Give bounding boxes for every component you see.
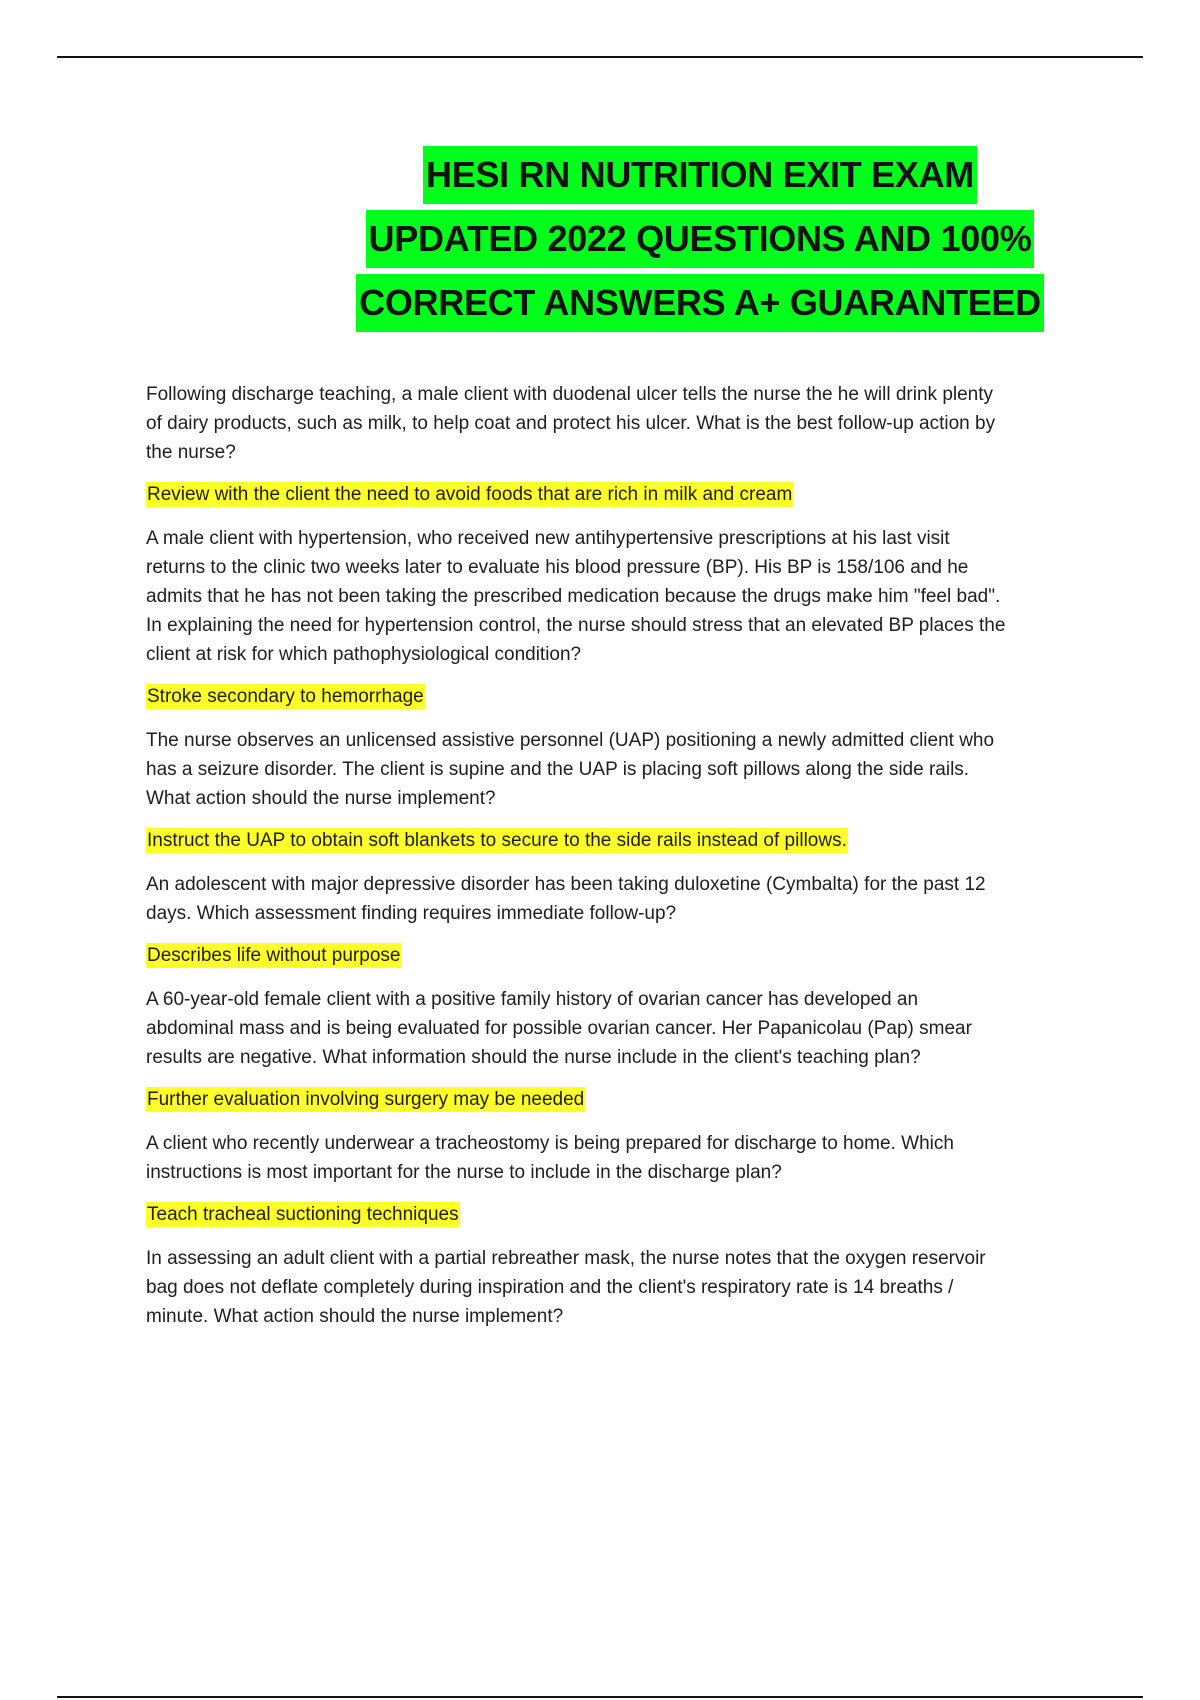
document-title: [330, 146, 1070, 338]
question-5: A 60-year-old female client with a positive family history of ovarian cancer has developed an abdominal mass and is being evaluated for possible ovarian cancer. Her Papanicolau (Pap) smear results are negative. What information should the nurse include in the client's teaching plan?: [146, 989, 972, 1068]
title-line-3: CORRECT ANSWERS A+ GUARANTEED: [356, 274, 1044, 332]
answer-1: Review with the client the need to avoid foods that are rich in milk and cream: [147, 484, 793, 505]
answer-2: Stroke secondary to hemorrhage: [147, 686, 424, 707]
question-7: In assessing an adult client with a partial rebreather mask, the nurse notes that the oxygen reservoir bag does not deflate completely during inspiration and the client's respiratory rate is 14 breaths / minute. What action should the nurse implement?: [146, 1248, 986, 1327]
question-4: An adolescent with major depressive disorder has been taking duloxetine (Cymbalta) for the past 12 days. Which assessment finding requires immediate follow-up?: [146, 874, 986, 924]
question-1: Following discharge teaching, a male client with duodenal ulcer tells the nurse the he will drink plenty of dairy products, such as milk, to help coat and protect his ulcer. What is the best follow-up action by the nurse?: [146, 384, 996, 463]
answer-3: Instruct the UAP to obtain soft blankets to secure to the side rails instead of pillows.: [147, 830, 847, 851]
answer-5: Further evaluation involving surgery may be needed: [147, 1089, 585, 1110]
question-3: The nurse observes an unlicensed assistive personnel (UAP) positioning a newly admitted client who has a seizure disorder. The client is supine and the UAP is placing soft pillows along the side rails. What action should the nurse implement?: [146, 730, 995, 809]
question-2: A male client with hypertension, who received new antihypertensive prescriptions at his last visit returns to the clinic two weeks later to evaluate his blood pressure (BP). His BP is 158/106 and he admits that he has not been taking the prescribed medication because the drugs make him "feel bad". In explaining the need for hypertension control, the nurse should stress that an elevated BP places the client at risk for which pathophysiological condition?: [146, 528, 1006, 665]
top-rule: [57, 56, 1143, 58]
bottom-rule: [57, 1696, 1143, 1698]
title-line-1: HESI RN NUTRITION EXIT EXAM: [423, 146, 977, 204]
question-6: A client who recently underwear a tracheostomy is being prepared for discharge to home. Which instructions is most important for the nurse to include in the discharge plan?: [146, 1133, 954, 1183]
qa-list: [146, 380, 1006, 1345]
title-line-2: UPDATED 2022 QUESTIONS AND 100%: [366, 210, 1035, 268]
answer-4: Describes life without purpose: [147, 945, 401, 966]
answer-6: Teach tracheal suctioning techniques: [147, 1204, 459, 1225]
